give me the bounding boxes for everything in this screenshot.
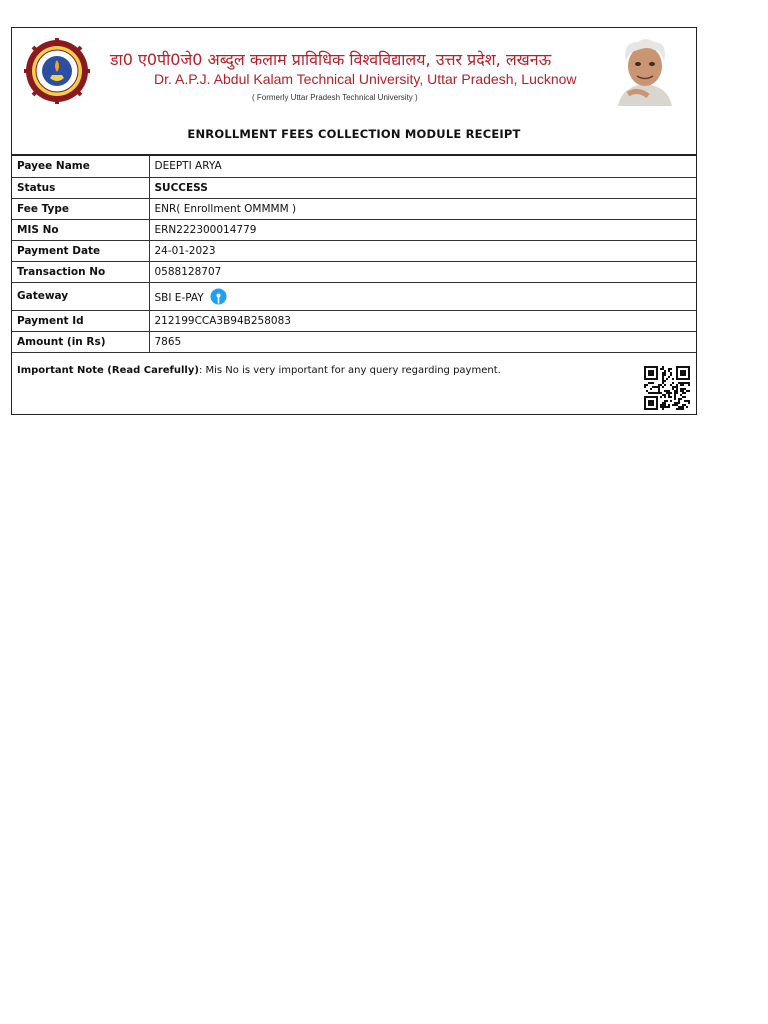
table-row xyxy=(12,198,696,219)
mis-no-value: ERN222300014779 xyxy=(149,219,696,240)
amount-value: 7865 xyxy=(149,331,696,352)
university-name-hindi: डा0 ए0पी0जे0 अब्दुल कलाम प्राविधिक विश्वविद्यालय, उत्तर प्रदेश, लखनऊ xyxy=(110,50,552,69)
table-row xyxy=(12,331,696,352)
gateway-label: Gateway xyxy=(12,282,149,310)
payment-id-label: Payment Id xyxy=(12,310,149,331)
university-name-english: Dr. A.P.J. Abdul Kalam Technical University, Uttar Pradesh, Lucknow xyxy=(154,71,577,87)
table-row xyxy=(12,261,696,282)
receipt-fields-table xyxy=(12,156,696,353)
university-seal-icon xyxy=(24,38,90,104)
payment-date-label: Payment Date xyxy=(12,240,149,261)
gateway-value-wrap xyxy=(155,288,697,305)
gateway-value: SBI E-PAY xyxy=(154,292,204,304)
status-label: Status xyxy=(12,177,149,198)
sbi-logo-icon xyxy=(210,288,227,305)
qr-code-icon xyxy=(644,366,690,410)
important-note-body: : Mis No is very important for any query regarding payment. xyxy=(198,365,501,376)
fee-type-value: ENR( Enrollment OMMMM ) xyxy=(149,198,696,219)
receipt-title: ENROLLMENT FEES COLLECTION MODULE RECEIPT xyxy=(187,127,521,141)
table-row xyxy=(12,310,696,331)
portrait-icon xyxy=(608,36,682,106)
table-row xyxy=(12,282,696,310)
payment-date-value: 24-01-2023 xyxy=(149,240,696,261)
payment-id-value: 212199CCA3B94B258083 xyxy=(149,310,696,331)
fee-type-label: Fee Type xyxy=(12,198,149,219)
receipt-header xyxy=(12,28,696,156)
transaction-no-value: 0588128707 xyxy=(149,261,696,282)
receipt xyxy=(11,27,697,415)
transaction-no-label: Transaction No xyxy=(12,261,149,282)
important-note xyxy=(12,361,696,414)
important-note-label: Important Note (Read Carefully) xyxy=(17,365,199,376)
table-row xyxy=(12,177,696,198)
important-note-text xyxy=(17,365,501,376)
amount-label: Amount (in Rs) xyxy=(12,331,149,352)
status-value: SUCCESS xyxy=(149,177,696,198)
gateway-cell xyxy=(149,282,696,310)
payee-name-value: DEEPTI ARYA xyxy=(149,156,696,177)
mis-no-label: MIS No xyxy=(12,219,149,240)
table-row xyxy=(12,219,696,240)
university-former-name: ( Formerly Uttar Pradesh Technical University ) xyxy=(252,93,418,102)
payee-name-label: Payee Name xyxy=(12,156,149,177)
table-row xyxy=(12,156,696,177)
table-row xyxy=(12,240,696,261)
